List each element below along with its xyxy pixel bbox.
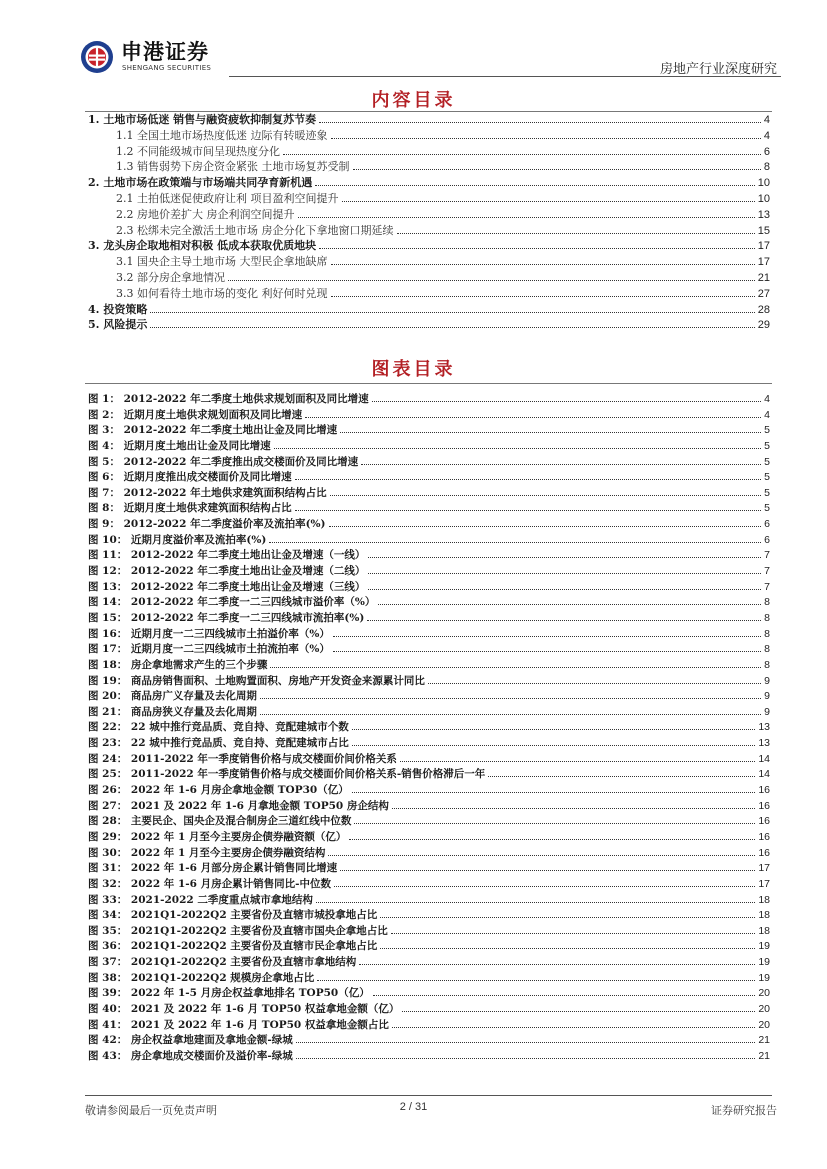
toc-entry-label: 2.3 松绑未完全激活土地市场 房企分化下拿地窗口期延续 bbox=[116, 223, 394, 237]
figure-entry-label: 图 17： 近期月度一二三四线城市土拍流拍率（%） bbox=[88, 643, 330, 656]
figure-entry-label: 图 42： 房企权益拿地建面及拿地金额-绿城 bbox=[88, 1034, 293, 1047]
dot-leader bbox=[428, 682, 761, 684]
toc-entry-label: 2.2 房地价差扩大 房企利润空间提升 bbox=[116, 207, 295, 221]
figure-entry[interactable] bbox=[88, 517, 770, 533]
toc-entry[interactable] bbox=[88, 207, 770, 223]
dot-leader bbox=[488, 775, 755, 777]
figure-entry[interactable] bbox=[88, 392, 770, 408]
toc-entry-label: 1.1 全国土地市场热度低迷 边际有转暖迹象 bbox=[116, 128, 328, 142]
footer-doc-type: 证券研究报告 bbox=[711, 1104, 777, 1117]
toc-entry-page: 6 bbox=[763, 145, 770, 158]
dot-leader bbox=[340, 869, 755, 871]
figure-entry-label: 图 8： 近期月度土地供求建筑面积结构占比 bbox=[88, 502, 292, 515]
figure-entry-page: 19 bbox=[758, 956, 770, 969]
dot-leader bbox=[295, 478, 762, 480]
figure-entry[interactable] bbox=[88, 674, 770, 690]
toc-entry[interactable] bbox=[88, 302, 770, 318]
dot-leader bbox=[331, 137, 761, 139]
figure-entry[interactable] bbox=[88, 580, 770, 596]
figure-entry-page: 16 bbox=[758, 784, 770, 797]
dot-leader bbox=[368, 572, 761, 574]
figure-entry-page: 19 bbox=[758, 971, 770, 984]
dot-leader bbox=[400, 760, 755, 762]
figure-entry[interactable] bbox=[88, 893, 770, 909]
figure-entry-label: 图 26： 2022 年 1-6 月房企拿地金额 TOP30（亿） bbox=[88, 784, 349, 797]
figure-entry-page: 5 bbox=[764, 471, 770, 484]
toc-entry[interactable] bbox=[88, 238, 770, 254]
contents-title: 内容目录 bbox=[371, 90, 456, 111]
figure-entry[interactable] bbox=[88, 877, 770, 893]
figure-entry[interactable] bbox=[88, 1002, 770, 1018]
toc-entry-page: 21 bbox=[757, 271, 770, 284]
figure-entry-label: 图 27： 2021 及 2022 年 1-6 月拿地金额 TOP50 房企结构 bbox=[88, 799, 389, 812]
dot-leader bbox=[352, 744, 756, 746]
figure-entry[interactable] bbox=[88, 1033, 770, 1049]
figure-entry[interactable] bbox=[88, 548, 770, 564]
toc-entry-page: 29 bbox=[757, 319, 770, 332]
toc-entry-page: 28 bbox=[757, 303, 770, 316]
dot-leader bbox=[316, 901, 755, 903]
figure-entry-page: 16 bbox=[758, 799, 770, 812]
figure-entry-page: 4 bbox=[764, 393, 770, 405]
list-of-figures bbox=[88, 392, 770, 1065]
figure-entry-page: 18 bbox=[758, 924, 770, 937]
figure-entry-page: 8 bbox=[764, 658, 770, 671]
brand-logo bbox=[80, 40, 220, 76]
figure-entry[interactable] bbox=[88, 627, 770, 643]
dot-leader bbox=[354, 822, 755, 824]
figure-entry[interactable] bbox=[88, 533, 770, 549]
footer-divider bbox=[85, 1095, 772, 1096]
dot-leader bbox=[298, 216, 755, 218]
figure-entry[interactable] bbox=[88, 564, 770, 580]
figure-entry-label: 图 31： 2022 年 1-6 月部分房企累计销售同比增速 bbox=[88, 862, 338, 875]
toc-entry-label: 3. 龙头房企取地相对积极 低成本获取优质地块 bbox=[88, 239, 317, 253]
figure-entry-page: 20 bbox=[758, 1018, 770, 1031]
figure-entry-page: 17 bbox=[758, 862, 770, 875]
footer-page-number: 2 / 31 bbox=[399, 1101, 428, 1113]
dot-leader bbox=[359, 963, 755, 965]
figure-entry-label: 图 7： 2012-2022 年土地供求建筑面积结构占比 bbox=[88, 486, 327, 499]
toc-entry-label: 1.3 销售弱势下房企资金紧张 土地市场复苏受制 bbox=[116, 160, 350, 174]
figure-entry-page: 7 bbox=[764, 580, 770, 593]
dot-leader bbox=[150, 311, 754, 313]
dot-leader bbox=[274, 447, 762, 449]
figure-entry-label: 图 23： 22 城中推行竞品质、竞自持、竞配建城市占比 bbox=[88, 737, 349, 750]
dot-leader bbox=[296, 1041, 756, 1043]
figure-entry-label: 图 15： 2012-2022 年二季度一二三四线城市流拍率(%) bbox=[88, 611, 365, 624]
toc-entry-page: 17 bbox=[757, 256, 770, 269]
figure-entry-page: 14 bbox=[758, 752, 770, 765]
figure-entry-label: 图 19： 商品房销售面积、土地购置面积、房地产开发资金来源累计同比 bbox=[88, 674, 425, 687]
toc-entry[interactable] bbox=[88, 317, 770, 333]
figure-entry-label: 图 37： 2021Q1-2022Q2 主要省份及直辖市拿地结构 bbox=[88, 956, 357, 969]
figure-entry-page: 8 bbox=[764, 596, 770, 609]
figure-entry-label: 图 13： 2012-2022 年二季度土地出让金及增速（三线） bbox=[88, 580, 366, 593]
dot-leader bbox=[330, 494, 762, 496]
toc-entry-label: 4. 投资策略 bbox=[88, 302, 148, 316]
dot-leader bbox=[392, 807, 755, 809]
dot-leader bbox=[349, 838, 755, 840]
dot-leader bbox=[305, 416, 761, 418]
toc-entry-label: 1.2 不同能级城市间呈现热度分化 bbox=[116, 144, 280, 158]
toc-entry[interactable] bbox=[88, 144, 770, 160]
figure-entry-page: 16 bbox=[758, 815, 770, 828]
footer-disclaimer: 敬请参阅最后一页免责声明 bbox=[85, 1104, 217, 1117]
toc-entry-page: 15 bbox=[757, 224, 770, 237]
figure-entry-page: 14 bbox=[758, 768, 770, 781]
figure-entry[interactable] bbox=[88, 720, 770, 736]
dot-leader bbox=[380, 916, 755, 918]
figure-entry-label: 图 36： 2021Q1-2022Q2 主要省份及直辖市民企拿地占比 bbox=[88, 940, 378, 953]
toc-entry[interactable] bbox=[88, 254, 770, 270]
figure-entry[interactable] bbox=[88, 486, 770, 502]
figure-entry[interactable] bbox=[88, 783, 770, 799]
figures-title: 图表目录 bbox=[371, 359, 456, 380]
figure-entry-page: 7 bbox=[764, 549, 770, 562]
dot-leader bbox=[392, 1026, 755, 1028]
figure-entry[interactable] bbox=[88, 908, 770, 924]
dot-leader bbox=[319, 121, 761, 123]
figure-entry-label: 图 32： 2022 年 1-6 月房企累计销售同比-中位数 bbox=[88, 877, 331, 890]
dot-leader bbox=[315, 184, 754, 186]
dot-leader bbox=[402, 1010, 755, 1012]
figure-entry-label: 图 35： 2021Q1-2022Q2 主要省份及直辖市国央企拿地占比 bbox=[88, 924, 388, 937]
figure-entry[interactable] bbox=[88, 861, 770, 877]
figure-entry-page: 6 bbox=[764, 518, 770, 531]
dot-leader bbox=[368, 556, 761, 558]
figure-entry-page: 4 bbox=[764, 408, 770, 421]
toc-entry-page: 10 bbox=[757, 192, 770, 205]
toc-entry-page: 4 bbox=[763, 129, 770, 142]
figure-entry[interactable] bbox=[88, 642, 770, 658]
toc-entry-page: 8 bbox=[763, 161, 770, 174]
figure-entry-page: 13 bbox=[758, 737, 770, 750]
toc-entry[interactable] bbox=[88, 159, 770, 175]
figure-entry[interactable] bbox=[88, 830, 770, 846]
figure-entry[interactable] bbox=[88, 799, 770, 815]
figure-entry[interactable] bbox=[88, 986, 770, 1002]
toc-entry[interactable] bbox=[88, 286, 770, 302]
dot-leader bbox=[361, 463, 761, 465]
figure-entry[interactable] bbox=[88, 439, 770, 455]
figure-entry-page: 8 bbox=[764, 611, 770, 624]
figure-entry[interactable] bbox=[88, 736, 770, 752]
figure-entry[interactable] bbox=[88, 1018, 770, 1034]
dot-leader bbox=[367, 619, 761, 621]
figure-entry-page: 5 bbox=[764, 424, 770, 437]
dot-leader bbox=[260, 713, 761, 715]
figure-entry-page: 18 bbox=[758, 909, 770, 922]
figure-entry-label: 图 5： 2012-2022 年二季度推出成交楼面价及同比增速 bbox=[88, 455, 359, 468]
figure-entry-label: 图 20： 商品房广义存量及去化周期 bbox=[88, 690, 257, 703]
figure-entry-page: 8 bbox=[764, 627, 770, 640]
figure-entry-label: 图 10： 近期月度溢价率及流拍率(%) bbox=[88, 533, 267, 546]
toc-entry-page: 10 bbox=[757, 177, 770, 190]
toc-entry[interactable] bbox=[88, 128, 770, 144]
figure-entry-page: 20 bbox=[758, 987, 770, 1000]
figure-entry[interactable] bbox=[88, 752, 770, 768]
toc-entry-page: 17 bbox=[757, 240, 770, 253]
figure-entry-label: 图 21： 商品房狭义存量及去化周期 bbox=[88, 705, 257, 718]
figure-entry-page: 5 bbox=[764, 486, 770, 499]
figure-entry-page: 16 bbox=[758, 830, 770, 843]
figure-entry[interactable] bbox=[88, 705, 770, 721]
figure-entry-label: 图 43： 房企拿地成交楼面价及溢价率-绿城 bbox=[88, 1049, 293, 1062]
dot-leader bbox=[260, 697, 761, 699]
report-type: 房地产行业深度研究 bbox=[659, 62, 777, 77]
figure-entry-label: 图 9： 2012-2022 年二季度溢价率及流拍率(%) bbox=[88, 518, 326, 531]
figure-entry-label: 图 30： 2022 年 1 月至今主要房企债券融资结构 bbox=[88, 846, 326, 859]
figure-entry-label: 图 38： 2021Q1-2022Q2 规模房企拿地占比 bbox=[88, 971, 315, 984]
toc-entry-page: 27 bbox=[757, 287, 770, 300]
toc-entry-page: 13 bbox=[757, 208, 770, 221]
figure-entry-label: 图 33： 2021-2022 二季度重点城市拿地结构 bbox=[88, 893, 313, 906]
figure-entry-label: 图 29： 2022 年 1 月至今主要房企债券融资额（亿） bbox=[88, 830, 347, 843]
figure-entry-page: 9 bbox=[764, 690, 770, 703]
figure-entry[interactable] bbox=[88, 611, 770, 627]
figure-entry-page: 21 bbox=[758, 1034, 770, 1047]
dot-leader bbox=[317, 979, 755, 981]
dot-leader bbox=[373, 994, 756, 996]
shengang-logo-icon bbox=[80, 40, 114, 74]
figure-entry-page: 7 bbox=[764, 565, 770, 578]
figure-entry-label: 图 28： 主要民企、国央企及混合制房企三道红线中位数 bbox=[88, 815, 352, 828]
figure-entry-page: 9 bbox=[764, 674, 770, 687]
figure-entry-label: 图 22： 22 城中推行竞品质、竞自持、竞配建城市个数 bbox=[88, 721, 349, 734]
figure-entry-page: 5 bbox=[764, 455, 770, 468]
figure-entry-page: 8 bbox=[764, 643, 770, 656]
toc-entry-label: 1. 土地市场低迷 销售与融资疲软抑制复苏节奏 bbox=[88, 113, 317, 126]
figures-title-divider bbox=[85, 383, 772, 384]
dot-leader bbox=[333, 650, 761, 652]
dot-leader bbox=[352, 791, 756, 793]
dot-leader bbox=[342, 200, 755, 202]
figure-entry-page: 9 bbox=[764, 705, 770, 718]
figure-entry[interactable] bbox=[88, 767, 770, 783]
toc-entry-label: 3.1 国央企主导土地市场 大型民企拿地缺席 bbox=[116, 255, 328, 269]
dot-leader bbox=[319, 247, 755, 249]
dot-leader bbox=[270, 666, 761, 668]
brand-name-cn: 申港证券 bbox=[121, 40, 209, 64]
dot-leader bbox=[391, 932, 756, 934]
figure-entry[interactable] bbox=[88, 408, 770, 424]
figure-entry-page: 20 bbox=[758, 1002, 770, 1015]
toc-entry-label: 3.3 如何看待土地市场的变化 利好何时兑现 bbox=[116, 286, 328, 300]
figure-entry-label: 图 16： 近期月度一二三四线城市土拍溢价率（%） bbox=[88, 627, 330, 640]
figure-entry[interactable] bbox=[88, 814, 770, 830]
toc-entry-label: 5. 风险提示 bbox=[88, 318, 148, 332]
dot-leader bbox=[368, 588, 761, 590]
figure-entry-label: 图 25： 2011-2022 年一季度销售价格与成交楼面价间价格关系-销售价格滞后一年 bbox=[88, 768, 486, 781]
toc-entry-label: 2. 土地市场在政策端与市场端共同孕育新机遇 bbox=[88, 176, 313, 190]
dot-leader bbox=[329, 525, 762, 527]
toc-entry-label: 3.2 部分房企拿地情况 bbox=[116, 270, 225, 284]
figure-entry-label: 图 18： 房企拿地需求产生的三个步骤 bbox=[88, 658, 268, 671]
figure-entry-label: 图 1： 2012-2022 年二季度土地供求规划面积及同比增速 bbox=[88, 393, 369, 405]
toc-entry[interactable] bbox=[88, 270, 770, 286]
figure-entry-label: 图 14： 2012-2022 年二季度一二三四线城市溢价率（%） bbox=[88, 596, 376, 609]
dot-leader bbox=[378, 603, 761, 605]
dot-leader bbox=[328, 854, 755, 856]
figure-entry[interactable] bbox=[88, 1049, 770, 1065]
toc-entry[interactable] bbox=[88, 112, 770, 128]
dot-leader bbox=[333, 635, 761, 637]
dot-leader bbox=[397, 232, 755, 234]
brand-name-en: SHENGANG SECURITIES bbox=[122, 64, 212, 72]
figure-entry[interactable] bbox=[88, 971, 770, 987]
figure-entry[interactable] bbox=[88, 939, 770, 955]
toc-entry[interactable] bbox=[88, 191, 770, 207]
dot-leader bbox=[372, 400, 762, 402]
dot-leader bbox=[296, 1057, 756, 1059]
figure-entry[interactable] bbox=[88, 689, 770, 705]
dot-leader bbox=[295, 509, 762, 511]
toc-entry[interactable] bbox=[88, 223, 770, 239]
figure-entry[interactable] bbox=[88, 658, 770, 674]
figure-entry-label: 图 41： 2021 及 2022 年 1-6 月 TOP50 权益拿地金额占比 bbox=[88, 1018, 389, 1031]
toc-entry[interactable] bbox=[88, 175, 770, 191]
toc-entry-page: 4 bbox=[763, 114, 770, 126]
figure-entry-page: 16 bbox=[758, 846, 770, 859]
page-header bbox=[0, 0, 827, 80]
figure-entry-label: 图 24： 2011-2022 年一季度销售价格与成交楼面价间价格关系 bbox=[88, 752, 397, 765]
figure-entry-label: 图 34： 2021Q1-2022Q2 主要省份及直辖市城投拿地占比 bbox=[88, 909, 378, 922]
figure-entry[interactable] bbox=[88, 955, 770, 971]
figure-entry-page: 18 bbox=[758, 893, 770, 906]
dot-leader bbox=[380, 947, 755, 949]
dot-leader bbox=[352, 728, 756, 730]
table-of-contents bbox=[88, 112, 770, 333]
figure-entry-page: 13 bbox=[758, 721, 770, 734]
figure-entry[interactable] bbox=[88, 846, 770, 862]
dot-leader bbox=[331, 295, 755, 297]
figure-entry-label: 图 11： 2012-2022 年二季度土地出让金及增速（一线） bbox=[88, 549, 366, 562]
toc-entry-label: 2.1 土拍低迷促使政府让利 项目盈利空间提升 bbox=[116, 191, 339, 205]
figure-entry-page: 17 bbox=[758, 877, 770, 890]
figure-entry[interactable] bbox=[88, 423, 770, 439]
dot-leader bbox=[150, 326, 754, 328]
figure-entry[interactable] bbox=[88, 595, 770, 611]
dot-leader bbox=[228, 279, 755, 281]
figure-entry-label: 图 2： 近期月度土地供求规划面积及同比增速 bbox=[88, 408, 303, 421]
figure-entry-page: 6 bbox=[764, 533, 770, 546]
dot-leader bbox=[269, 541, 761, 543]
figure-entry-page: 5 bbox=[764, 439, 770, 452]
dot-leader bbox=[334, 885, 755, 887]
figure-entry-label: 图 4： 近期月度土地出让金及同比增速 bbox=[88, 439, 271, 452]
figure-entry-label: 图 6： 近期月度推出成交楼面价及同比增速 bbox=[88, 471, 292, 484]
dot-leader bbox=[283, 153, 761, 155]
dot-leader bbox=[331, 263, 755, 265]
figure-entry[interactable] bbox=[88, 924, 770, 940]
figure-entry-label: 图 3： 2012-2022 年二季度土地出让金及同比增速 bbox=[88, 424, 338, 437]
figure-entry-page: 19 bbox=[758, 940, 770, 953]
figure-entry-label: 图 12： 2012-2022 年二季度土地出让金及增速（二线） bbox=[88, 565, 366, 578]
dot-leader bbox=[340, 431, 761, 433]
figure-entry-label: 图 39： 2022 年 1-5 月房企权益拿地排名 TOP50（亿） bbox=[88, 987, 370, 1000]
figure-entry-page: 21 bbox=[758, 1049, 770, 1062]
header-divider bbox=[229, 76, 781, 77]
figure-entry[interactable] bbox=[88, 470, 770, 486]
figure-entry-label: 图 40： 2021 及 2022 年 1-6 月 TOP50 权益拿地金额（亿） bbox=[88, 1002, 400, 1015]
dot-leader bbox=[353, 168, 761, 170]
figure-entry[interactable] bbox=[88, 501, 770, 517]
figure-entry[interactable] bbox=[88, 455, 770, 471]
figure-entry-page: 5 bbox=[764, 502, 770, 515]
